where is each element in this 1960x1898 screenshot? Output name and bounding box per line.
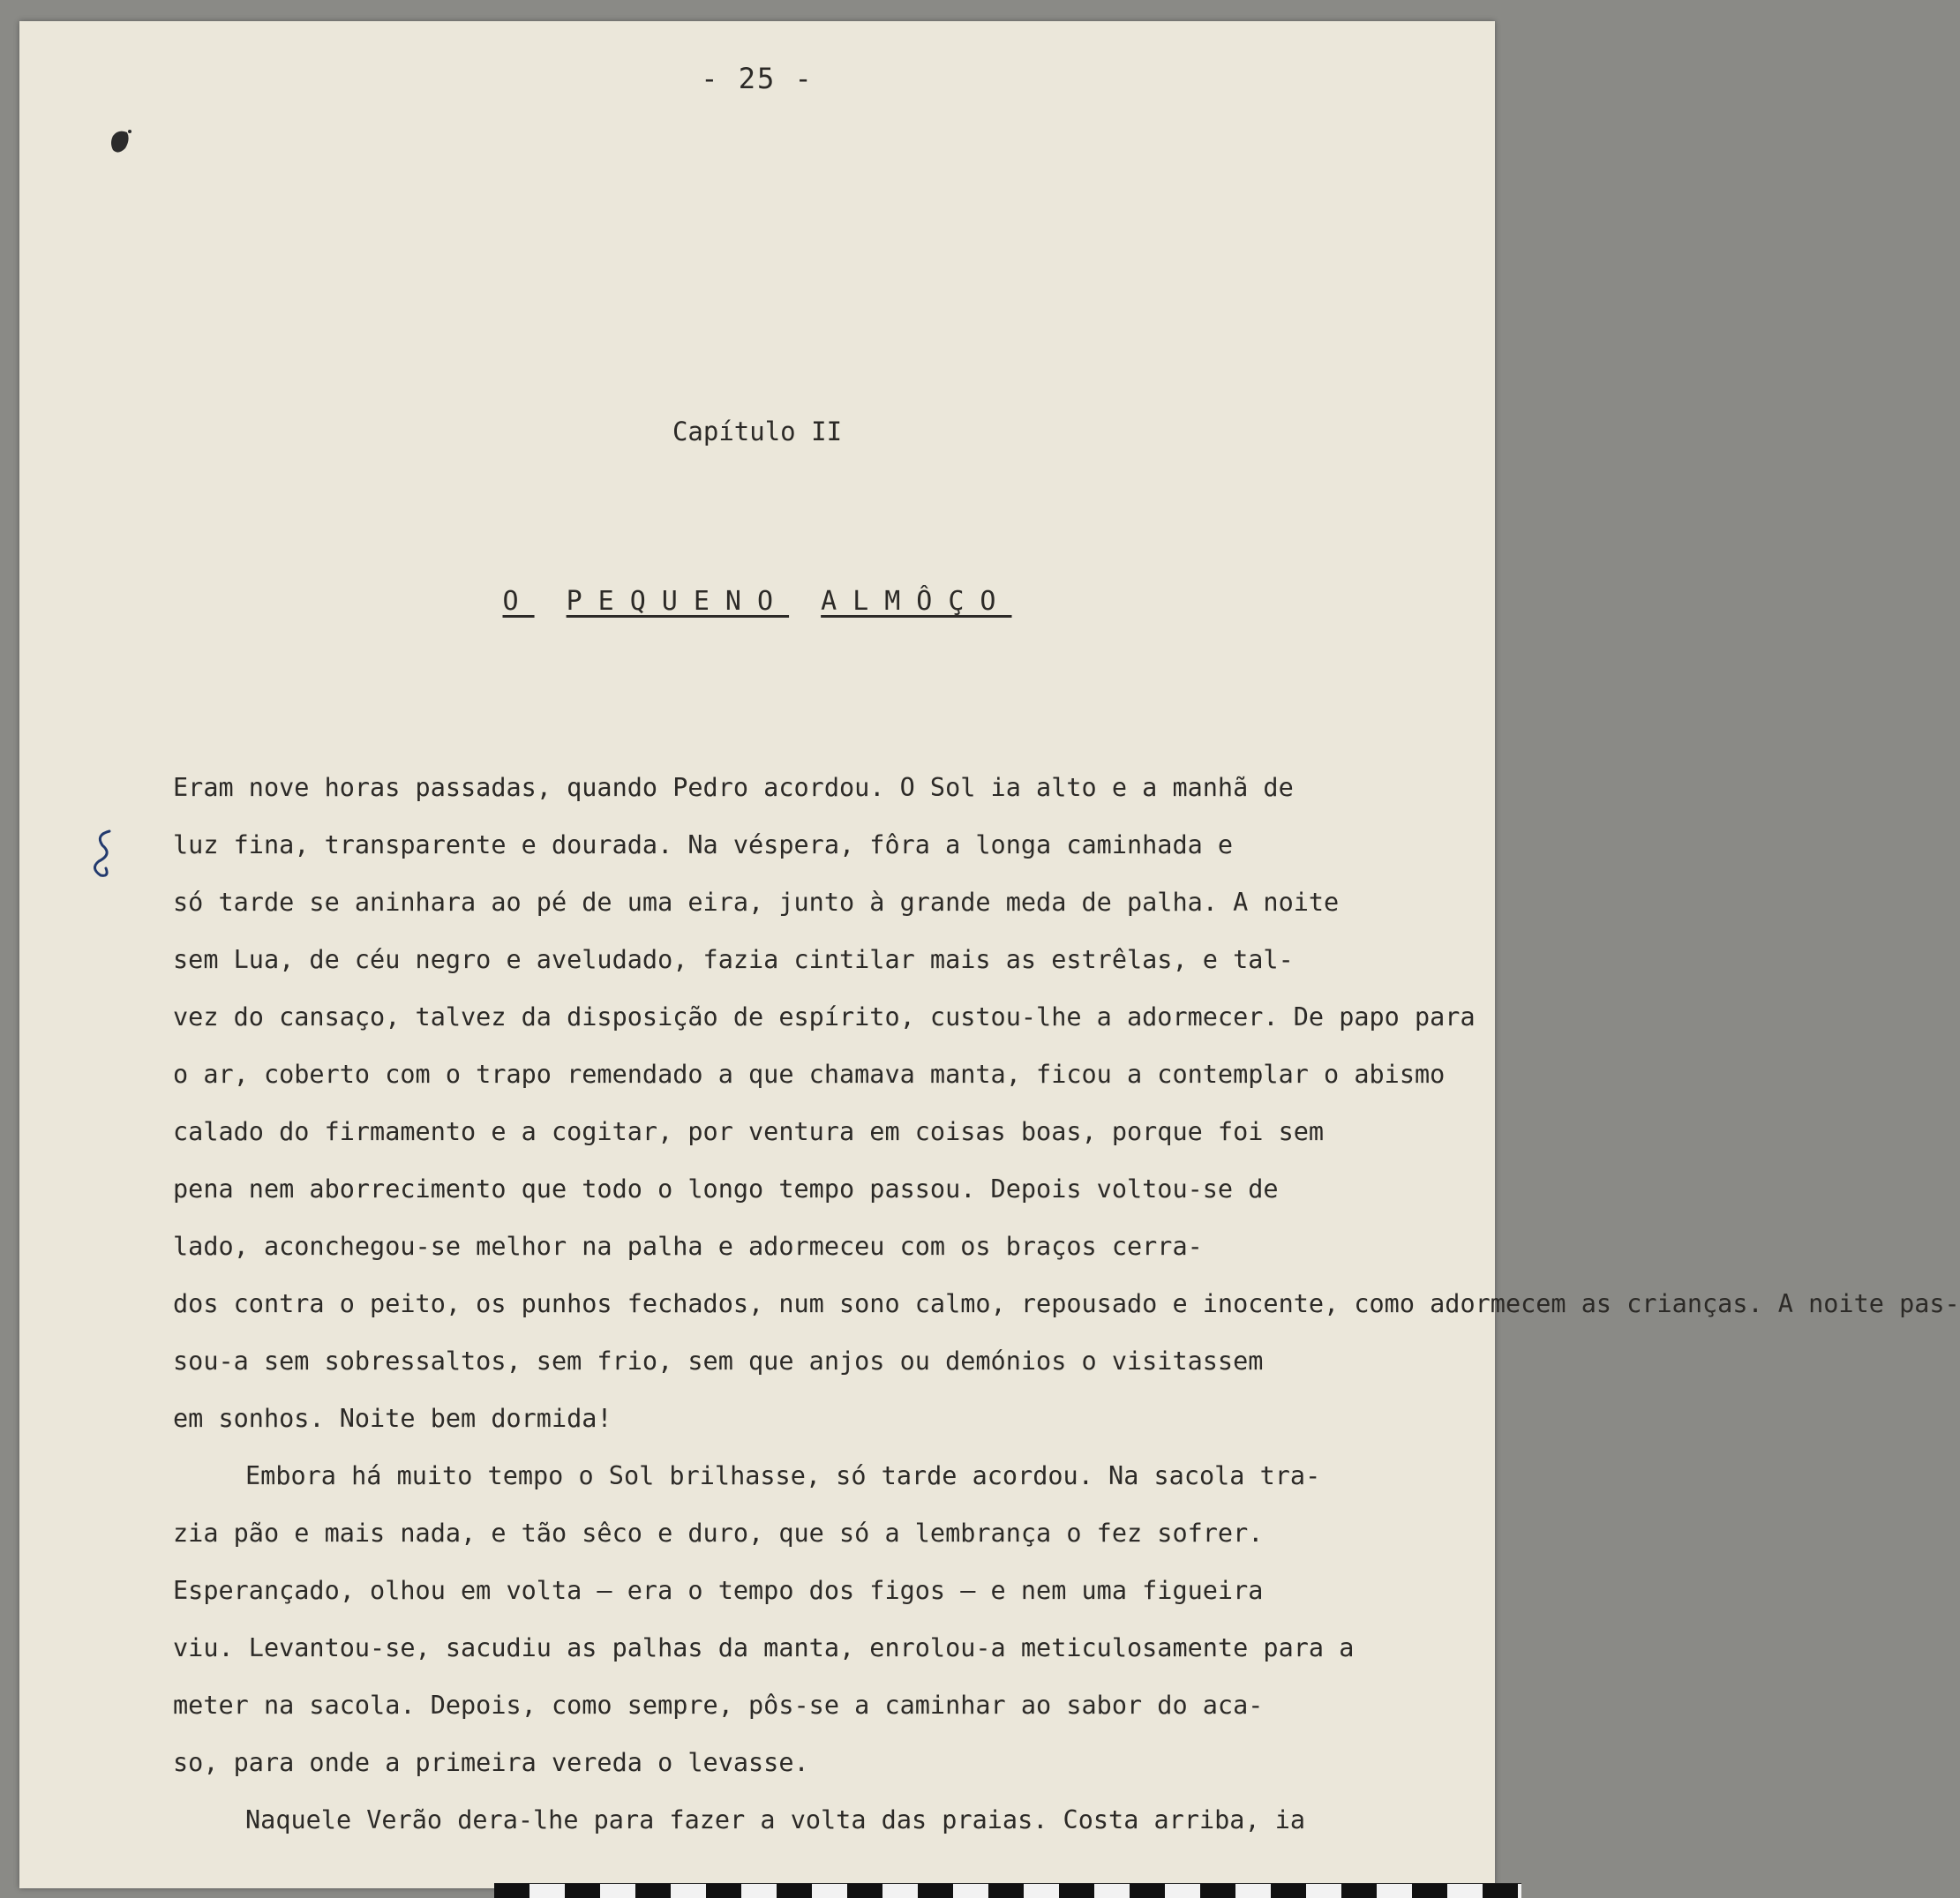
margin-handwritten-mark bbox=[83, 822, 127, 884]
text-line: lado, aconchegou-se melhor na palha e adormeceu com os braços cerra- bbox=[173, 1232, 1203, 1261]
text-line: calado do firmamento e a cogitar, por ventura em coisas boas, porque foi sem bbox=[173, 1117, 1325, 1146]
body-text bbox=[173, 759, 1960, 1849]
text-line: Embora há muito tempo o Sol brilhasse, só tarde acordou. Na sacola tra- bbox=[245, 1461, 1321, 1490]
text-line: em sonhos. Noite bem dormida! bbox=[173, 1404, 612, 1433]
chapter-heading: Capítulo II bbox=[672, 416, 843, 446]
text-line: pena nem aborrecimento que todo o longo tempo passou. Depois voltou-se de bbox=[173, 1174, 1279, 1204]
text-line: sou-a sem sobressaltos, sem frio, sem que anjos ou demónios o visitassem bbox=[173, 1347, 1264, 1376]
text-line: Eram nove horas passadas, quando Pedro acordou. O Sol ia alto e a manhã de bbox=[173, 773, 1294, 802]
ink-blot-mark bbox=[109, 127, 132, 157]
chapter-title bbox=[19, 586, 1495, 617]
text-line: Naquele Verão dera-lhe para fazer a volta das praias. Costa arriba, ia bbox=[245, 1805, 1306, 1834]
page-number: - 25 - bbox=[701, 62, 814, 95]
text-line: Esperançado, olhou em volta — era o tempo dos figos — e nem uma figueira bbox=[173, 1576, 1264, 1605]
text-line: zia pão e mais nada, e tão sêco e duro, que só a lembrança o fez sofrer. bbox=[173, 1519, 1264, 1548]
chapter-title-word: ALMÔÇO bbox=[821, 586, 1012, 617]
text-line: só tarde se aninhara ao pé de uma eira, junto à grande meda de palha. A noite bbox=[173, 888, 1340, 917]
chapter-title-word: O bbox=[502, 586, 535, 617]
text-line: dos contra o peito, os punhos fechados, num sono calmo, repousado e inocente, como adormecem as crianças. A noite pas- bbox=[173, 1289, 1960, 1318]
text-line: luz fina, transparente e dourada. Na véspera, fôra a longa caminhada e bbox=[173, 830, 1234, 859]
text-line: meter na sacola. Depois, como sempre, pôs-se a caminhar ao sabor do aca- bbox=[173, 1691, 1264, 1720]
text-line: so, para onde a primeira vereda o levasse. bbox=[173, 1748, 809, 1777]
text-line: o ar, coberto com o trapo remendado a que chamava manta, ficou a contemplar o abismo bbox=[173, 1060, 1446, 1089]
text-line: viu. Levantou-se, sacudiu as palhas da manta, enrolou-a meticulosamente para a bbox=[173, 1633, 1355, 1662]
scale-ruler bbox=[494, 1883, 1521, 1898]
manuscript-page bbox=[19, 21, 1960, 1888]
chapter-title-word: PEQUENO bbox=[566, 586, 790, 617]
text-line: sem Lua, de céu negro e aveludado, fazia cintilar mais as estrêlas, e tal- bbox=[173, 945, 1294, 974]
text-line: vez do cansaço, talvez da disposição de espírito, custou-lhe a adormecer. De papo para bbox=[173, 1002, 1476, 1032]
